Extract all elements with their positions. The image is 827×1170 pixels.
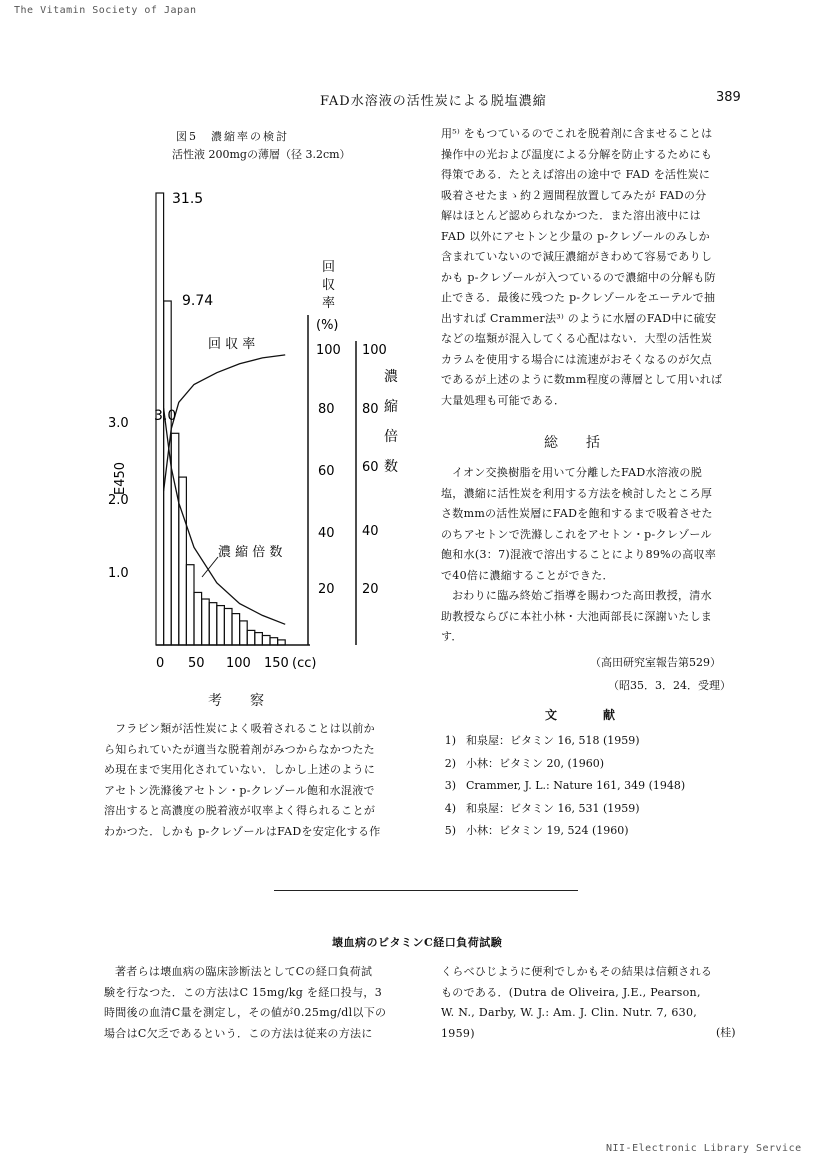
histogram-bar [209, 603, 217, 645]
right-column-line: 吸着させたまゝ約２週間程放置してみたが FADの分 [441, 188, 707, 202]
x-axis-unit: (cc) [292, 656, 317, 671]
received-date: （昭35．3．24．受理） [608, 679, 731, 692]
right-label-4: 数 [384, 459, 398, 475]
summary-line: す． [441, 630, 463, 643]
left-tick-3-inner: 3.0 [154, 408, 177, 424]
reference-item [430, 730, 685, 753]
running-title: FAD水溶液の活性炭による脱塩濃縮 [320, 94, 547, 109]
summary-line: で40倍に濃縮することができた． [441, 568, 614, 582]
summary-line: イオン交換樹脂を用いて分離したFAD水溶液の脱 [452, 466, 703, 479]
x-tick-100: 100 [226, 656, 251, 671]
curve-label-pointer [202, 557, 218, 577]
reference-text: 小林：ビタミン 20, (1960) [466, 756, 605, 770]
histogram-bar [202, 599, 210, 645]
abstract-right-line: 1959) [441, 1026, 475, 1040]
reference-text: 和泉屋：ビタミン 16, 531 (1959) [466, 801, 640, 815]
discussion-line: 溶出すると高濃度の脱着液が収率よく得られることが [104, 804, 376, 817]
bar-label-1: 31.5 [172, 191, 204, 207]
reference-item [430, 820, 685, 843]
histogram-bar [164, 301, 172, 645]
abstract-left-line: 場合はC欠乏であるという．この方法は従来の方法に [104, 1026, 373, 1040]
mid-tick-60: 60 [318, 464, 335, 479]
y-left-label: E450 [113, 461, 128, 495]
abstract-signature: (桂) [716, 1026, 736, 1039]
abstract-left-line: 著者らは壊血病の臨床診断法としてCの経口負荷試 [115, 965, 373, 978]
summary-line: さ数mmの活性炭層にFADを飽和するまで吸着させた [441, 507, 713, 520]
mid-tick-20: 20 [318, 582, 335, 597]
left-tick-3: 3.0 [108, 416, 129, 431]
right-column-line: であるが上述のように数mm程度の薄層として用いれば [441, 373, 723, 386]
right-column-line: 出すれば Crammer法³⁾ のように水層のFAD中に硫安 [441, 311, 717, 325]
right-column-line: カラムを使用する場合には流速がおそくなるのが欠点 [441, 352, 713, 366]
page-number: 389 [716, 90, 741, 105]
reference-number: 3) [444, 779, 456, 792]
reference-item [430, 775, 685, 798]
figure-caption-title: 図5 濃縮率の検討 [176, 130, 289, 143]
histogram-bar [179, 477, 187, 645]
reference-text: 小林：ビタミン 19, 524 (1960) [466, 824, 629, 837]
histogram-bar [247, 630, 255, 645]
mid-label-3: 率 [322, 296, 336, 311]
histogram-bar [224, 609, 232, 646]
reference-number: 5) [444, 824, 456, 837]
discussion-heading: 考察 [208, 693, 292, 709]
concentration-curve [164, 408, 286, 624]
histogram-bar [186, 565, 194, 645]
summary-line: 塩，濃縮に活性炭を利用する方法を検討したところ厚 [441, 486, 713, 500]
reference-text: Crammer, J. L.: Nature 161, 349 (1948) [466, 779, 686, 792]
summary-line: 飽和水(3：7)混液で溶出することにより89%の高収率 [441, 548, 717, 561]
histogram-bar [232, 614, 240, 645]
right-tick-80: 80 [362, 402, 379, 417]
reference-number: 4) [444, 801, 456, 815]
histogram-bar [262, 636, 270, 645]
right-column-line: 解はほとんど認められなかつた．また溶出液中には [441, 209, 701, 222]
right-column-line: 大量処理も可能である． [441, 393, 566, 407]
right-label-2: 縮 [384, 399, 398, 415]
histogram-bar [171, 433, 179, 645]
abstract-right-line: W. N., Darby, W. J.: Am. J. Clin. Nutr. 7, 630, [441, 1006, 698, 1019]
histogram-bar [194, 592, 202, 645]
summary-line: 助教授ならびに本社小林・大池両部長に深謝いたしま [441, 609, 713, 623]
discussion-line: フラビン類が活性炭によく吸着されることは以前か [115, 722, 375, 735]
summary-heading: 総括 [544, 435, 628, 451]
x-tick-0: 0 [156, 656, 165, 671]
curve-label-recovery: 回 収 率 [208, 337, 256, 352]
abstract-left-line: 験を行なつた．この方法はC 15mg/kg を経口投与，3 [104, 985, 382, 999]
summary-line: おわりに臨み終始ご指導を賜わつた高田教授，清水 [452, 589, 712, 602]
abstract-left-line: 時間後の血清C量を測定し，その値が0.25mg/dl以下の [104, 1006, 387, 1019]
right-column-line: 得策である．たとえば溶出の途中で FAD を活性炭に [441, 168, 711, 181]
right-column-line: 用⁵⁾ をもつているのでこれを脱着剤に含ませることは [441, 127, 713, 140]
discussion-line: アセトン洗滌後アセトン・p-クレゾール飽和水混液で [104, 783, 375, 797]
reference-list [430, 730, 685, 843]
discussion-text [104, 719, 424, 842]
right-tick-60: 60 [362, 460, 379, 475]
abstract-right-line: くらべひじように便利でしかもその結果は信頼される [441, 965, 713, 978]
discussion-line: ら知られていたが適当な脱着剤がみつからなかつたた [104, 742, 375, 756]
x-tick-50: 50 [188, 656, 205, 671]
mid-label-2: 収 [322, 278, 336, 293]
references-heading: 文献 [545, 708, 662, 722]
left-tick-2: 2.0 [108, 493, 129, 508]
footer-label: NII-Electronic Library Service [606, 1143, 802, 1154]
discussion-line: め現在まで実用化されていない．しかし上述のように [104, 763, 376, 776]
figure-caption-sub: 活性液 200mgの薄層（径 3.2cm） [172, 148, 351, 161]
abstract-left-text [104, 962, 424, 1044]
histogram-bar [255, 633, 263, 645]
right-column-line: などの塩類が混入してくる心配はない．大型の活性炭 [441, 332, 713, 345]
report-number: （高田研究室報告第529） [590, 656, 721, 669]
right-column-text [441, 124, 761, 411]
curve-label-conc: 濃 縮 倍 数 [218, 545, 283, 560]
right-column-line: 止できる．最後に残つた p-クレゾールをエーテルで抽 [441, 291, 716, 304]
abstract-right-line: ものである．(Dutra de Oliveira, J.E., Pearson, [441, 985, 701, 999]
abstract-title: 壊血病のビタミンC経口負荷試験 [332, 936, 503, 949]
reference-text: 和泉屋：ビタミン 16, 518 (1959) [466, 734, 640, 747]
right-column-line: 操作中の光および温度による分解を防止するためにも [441, 147, 713, 161]
histogram-bar [278, 640, 286, 645]
bar-label-2: 9.74 [182, 293, 214, 309]
histogram-bar [240, 621, 248, 645]
mid-label-4: (%) [316, 318, 339, 333]
right-label-3: 倍 [384, 429, 398, 445]
mid-tick-40: 40 [318, 526, 335, 541]
right-column-line: FAD 以外にアセトンと少量の p-クレゾールのみしか [441, 229, 710, 243]
figure-chart [100, 165, 420, 675]
histogram-bar [217, 606, 225, 645]
recovery-curve [164, 355, 286, 491]
abstract-right-text [441, 962, 761, 1044]
histogram-bar [270, 638, 278, 645]
summary-line: のちアセトンで洗滌しこれをアセトン・p-クレゾール [441, 527, 712, 541]
section-divider [274, 890, 578, 891]
x-tick-150: 150 [264, 656, 289, 671]
right-tick-20: 20 [362, 582, 379, 597]
reference-item [430, 798, 685, 821]
reference-number: 1) [444, 734, 456, 747]
reference-number: 2) [444, 756, 456, 770]
discussion-line: わかつた．しかも p-クレゾールはFADを安定化する作 [104, 824, 381, 838]
right-column-line: 含まれていないので減圧濃縮がきわめて容易でありし [441, 250, 713, 263]
mid-label-1: 回 [322, 260, 336, 275]
mid-tick-100: 100 [316, 343, 341, 358]
right-tick-100: 100 [362, 343, 387, 358]
mid-tick-80: 80 [318, 402, 335, 417]
right-tick-40: 40 [362, 524, 379, 539]
summary-text [441, 463, 761, 648]
right-label-1: 濃 [384, 369, 398, 385]
right-column-line: かも p-クレゾールが入つているので濃縮中の分解も防 [441, 270, 716, 284]
source-label: The Vitamin Society of Japan [14, 5, 197, 16]
reference-item [430, 753, 685, 776]
left-tick-1: 1.0 [108, 566, 129, 581]
